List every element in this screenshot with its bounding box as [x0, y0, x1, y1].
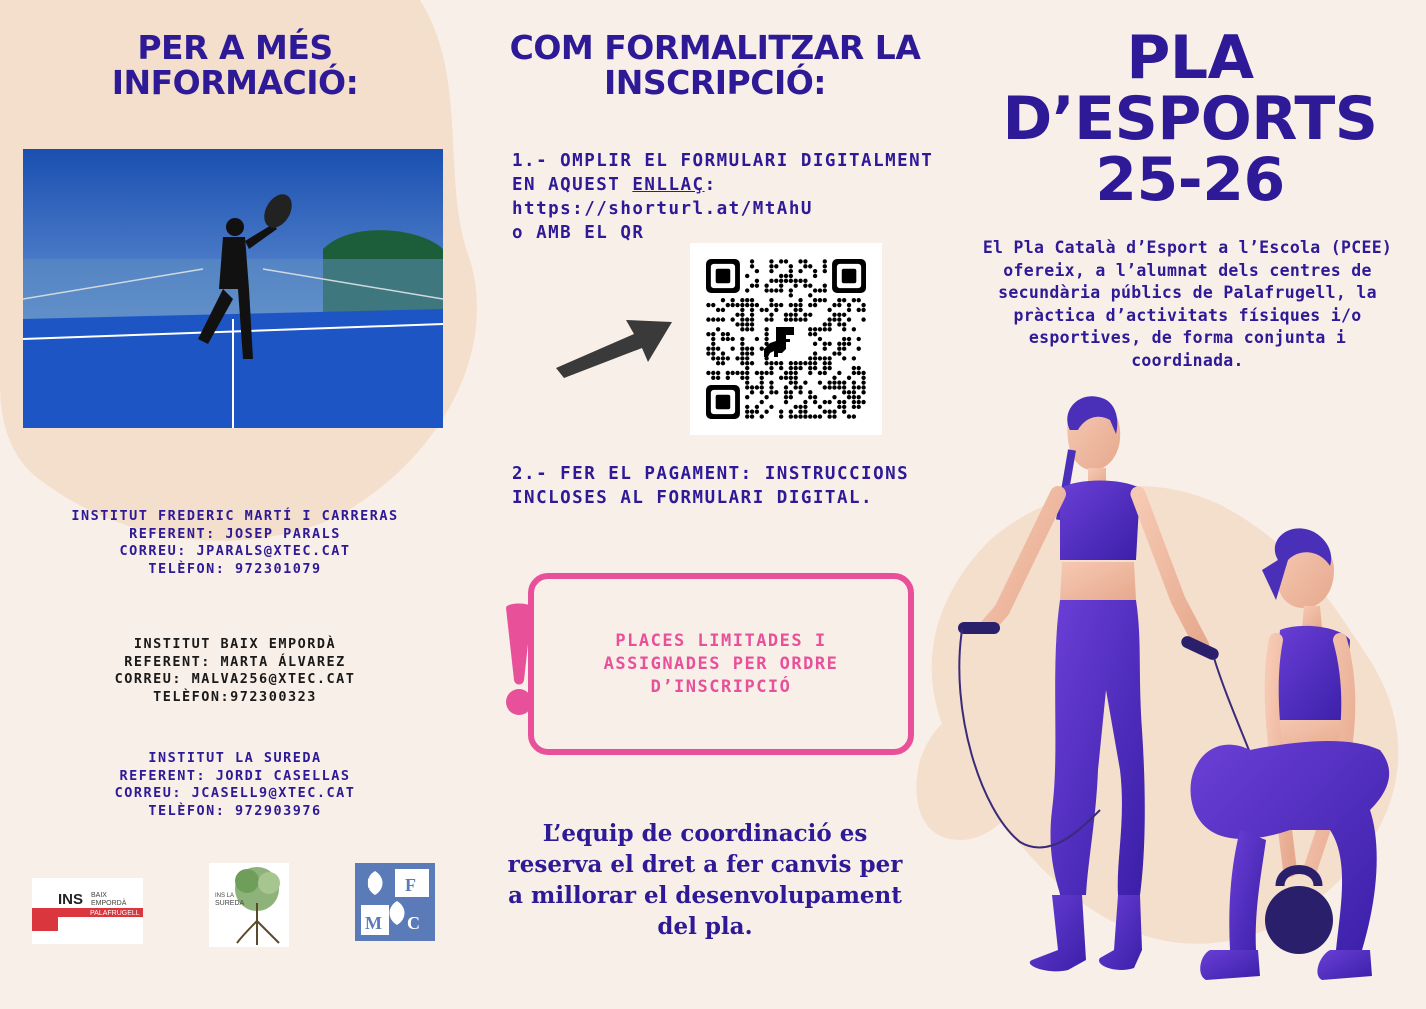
arrow-icon [552, 300, 682, 380]
svg-text:EMPORDÀ: EMPORDÀ [91, 900, 127, 907]
contact-school: INSTITUT FREDERIC MARTÍ I CARRERAS [71, 508, 399, 524]
svg-text:BAIX: BAIX [91, 892, 107, 899]
ins-la-sureda-logo [209, 863, 289, 947]
info-heading: PER A MÉS INFORMACIÓ: [111, 28, 359, 102]
page-title [960, 23, 1420, 215]
contact-la-sureda [60, 750, 410, 820]
notice-text: PLACES LIMITADES I ASSIGNADES PER ORDRE D’INSCRIPCIÓ [603, 630, 839, 697]
intro-text: El Pla Català d’Esport a l’Escola (PCEE) ofereix, a l’alumnat dels centres de secundària públics de Palafrugell, la pràctica d’activitats físiques i/o esportives, de forma conjunta i coordinada. [982, 238, 1393, 370]
svg-text:INS LA: INS LA [215, 893, 235, 899]
limited-places-notice [528, 573, 914, 755]
step-2: 2.- FER EL PAGAMENT: INSTRUCCIONS INCLOSES AL FORMULARI DIGITAL. [512, 464, 910, 508]
contact-email[interactable]: CORREU: JPARALS@XTEC.CAT [119, 543, 351, 559]
step-1-text: 1.- OMPLIR EL FORMULARI DIGITALMENT EN AQUEST [512, 151, 934, 195]
title-line-3: 25-26 [1095, 145, 1285, 215]
title-line-1: PLA [1126, 23, 1254, 93]
svg-text:F: F [405, 875, 416, 895]
ins-baix-emporda-logo [32, 878, 143, 944]
contact-phone[interactable]: TELÈFON:972300323 [153, 688, 317, 705]
coordination-note: L’equip de coordinació es reserva el dret a fer canvis per a millorar el desenvolupament del pla. [507, 820, 903, 940]
contact-email[interactable]: CORREU: MALVA256@XTEC.CAT [114, 671, 356, 687]
padel-photo [23, 149, 443, 428]
qr-code[interactable] [690, 243, 882, 435]
contact-phone[interactable]: TELÈFON: 972301079 [148, 560, 322, 577]
svg-text:M: M [365, 913, 382, 933]
contact-referent: REFERENT: JORDI CASELLAS [119, 767, 351, 784]
contact-baix-emporda [60, 636, 410, 706]
contact-school: INSTITUT LA SUREDA [148, 750, 322, 766]
contact-referent: REFERENT: MARTA ÁLVAREZ [124, 653, 346, 670]
svg-text:C: C [407, 913, 420, 933]
svg-text:INS: INS [58, 891, 84, 908]
step-1-qr-text: o AMB EL QR [512, 223, 645, 243]
contact-email[interactable]: CORREU: JCASELL9@XTEC.CAT [114, 785, 356, 801]
ins-frederic-marti-logo [355, 863, 435, 941]
step-1: 1.- OMPLIR EL FORMULARI DIGITALMENT EN AQUEST ENLLAÇ: https://shorturl.at/MtAhU o AMB EL QR [512, 151, 934, 243]
contact-phone[interactable]: TELÈFON: 972903976 [148, 802, 322, 819]
contact-frederic-marti [60, 508, 410, 578]
svg-text:PALAFRUGELL: PALAFRUGELL [90, 910, 140, 917]
form-link[interactable]: ENLLAÇ [632, 175, 705, 195]
contact-school: INSTITUT BAIX EMPORDÀ [133, 636, 337, 652]
svg-text:I: I [363, 873, 371, 893]
title-line-2: D’ESPORTS [1002, 84, 1378, 154]
svg-text:SUREDA: SUREDA [215, 900, 245, 907]
contact-referent: REFERENT: JOSEP PARALS [129, 525, 341, 542]
form-url[interactable]: https://shorturl.at/MtAhU [512, 199, 813, 219]
athletes-illustration [910, 390, 1426, 1009]
registration-heading: COM FORMALITZAR LA INSCRIPCIÓ: [509, 28, 921, 102]
